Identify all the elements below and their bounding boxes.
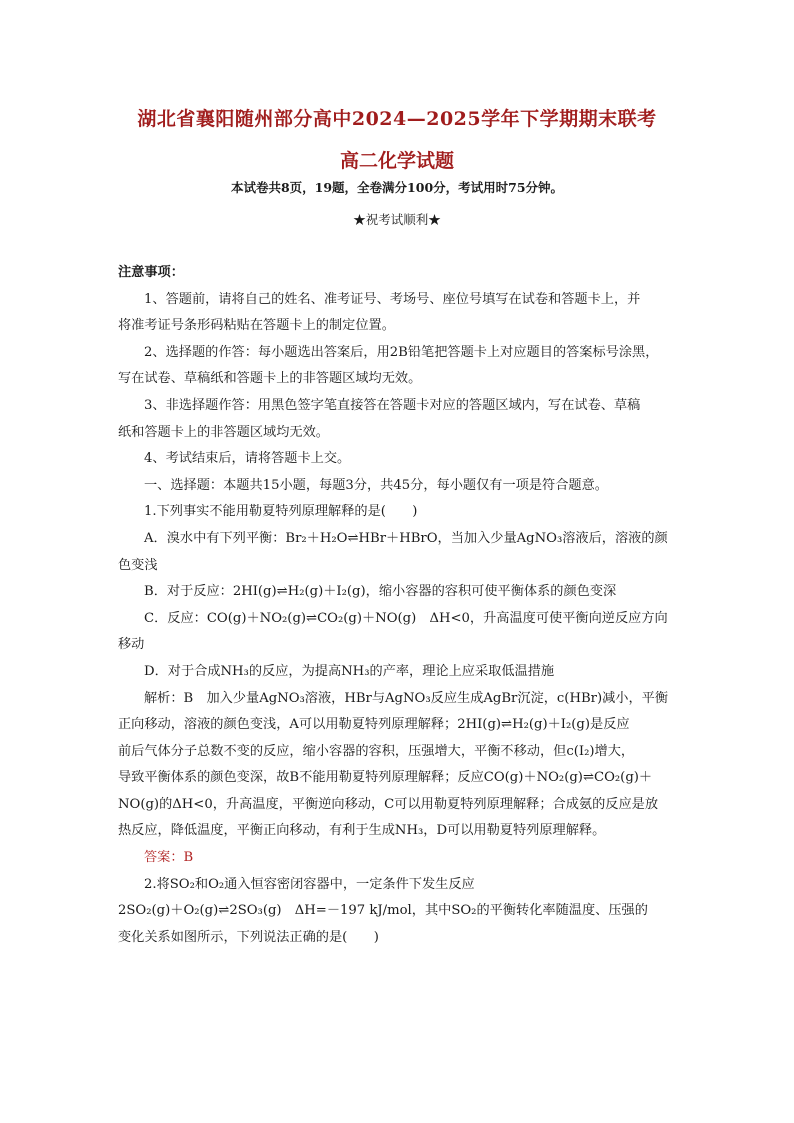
question-1-explanation-5: NO(g)的ΔH<0，升高温度，平衡逆向移动，C可以用勒夏特列原理解释；合成氨的反应是放 xyxy=(118,796,659,812)
notice-item-3b: 纸和答题卡上的非答题区域均无效。 xyxy=(118,424,329,440)
question-1-option-c-cont: 移动 xyxy=(118,637,145,653)
question-1-explanation-6: 热反应，降低温度，平衡正向移动，有利于生成NH₃，D可以用勒夏特列原理解释。 xyxy=(118,823,606,839)
notice-heading: 注意事项： xyxy=(118,265,184,280)
exam-wish: ★祝考试顺利★ xyxy=(353,212,441,227)
notice-item-4: 4、考试结束后，请将答题卡上交。 xyxy=(144,451,351,467)
exam-body xyxy=(118,260,680,951)
exam-info: 本试卷共8页，19题，全卷满分100分，考试用时75分钟。 xyxy=(230,180,564,195)
question-1-answer: 答案：B xyxy=(144,850,194,866)
question-1-option-a: A．溴水中有下列平衡：Br₂＋H₂O⇌HBr＋HBrO，当加入少量AgNO₃溶液后，溶液的颜 xyxy=(144,530,668,546)
question-2-line-2: 2SO₂(g)＋O₂(g)⇌2SO₃(g) ΔH=－197 kJ/mol，其中SO₂的平衡转化率随温度、压强的 xyxy=(118,903,648,919)
exam-subtitle: 高二化学试题 xyxy=(339,150,454,172)
question-1-explanation-4: 导致平衡体系的颜色变深，故B不能用勒夏特列原理解释；反应CO(g)＋NO₂(g)⇌CO₂(g)＋ xyxy=(118,770,653,786)
question-1-option-b: B．对于反应：2HI(g)⇌H₂(g)＋I₂(g)，缩小容器的容积可使平衡体系的颜色变深 xyxy=(144,584,617,600)
notice-item-2b: 写在试卷、草稿纸和答题卡上的非答题区域均无效。 xyxy=(118,371,422,387)
notice-item-1a: 1、答题前，请将自己的姓名、准考证号、考场号、座位号填写在试卷和答题卡上，并 xyxy=(144,291,641,307)
exam-title: 湖北省襄阳随州部分高中2024—2025学年下学期期末联考 xyxy=(137,108,657,130)
notice-item-3a: 3、非选择题作答：用黑色签字笔直接答在答题卡对应的答题区域内，写在试卷、草稿 xyxy=(144,397,641,413)
section-heading: 一、选择题：本题共15小题，每题3分，共45分，每小题仅有一项是符合题意。 xyxy=(144,477,608,493)
question-1-explanation-1: 解析：B 加入少量AgNO₃溶液，HBr与AgNO₃反应生成AgBr沉淀，c(HBr)减小，平衡 xyxy=(144,690,669,706)
question-1-option-c: C．反应：CO(g)＋NO₂(g)⇌CO₂(g)＋NO(g) ΔH<0，升高温度可使平衡向逆反应方向 xyxy=(144,610,668,626)
notice-item-1b: 将准考证号条形码粘贴在答题卡上的制定位置。 xyxy=(118,318,395,334)
question-2-line-1: 2.将SO₂和O₂通入恒容密闭容器中，一定条件下发生反应 xyxy=(144,876,475,892)
notice-item-2a: 2、选择题的作答：每小题选出答案后，用2B铅笔把答题卡上对应题目的答案标号涂黑， xyxy=(144,344,659,360)
question-1-explanation-2: 正向移动，溶液的颜色变浅，A可以用勒夏特列原理解释；2HI(g)⇌H₂(g)＋I₂(g)是反应 xyxy=(118,717,630,733)
question-1-option-d: D．对于合成NH₃的反应，为提高NH₃的产率，理论上应采取低温措施 xyxy=(144,663,555,679)
question-1-explanation-3: 前后气体分子总数不变的反应，缩小容器的容积，压强增大，平衡不移动，但c(I₂)增大， xyxy=(118,743,635,759)
question-2-line-3: 变化关系如图所示，下列说法正确的是( ) xyxy=(118,929,379,945)
question-1-option-a-cont: 色变浅 xyxy=(118,557,158,573)
question-1-stem: 1.下列事实不能用勒夏特列原理解释的是( ) xyxy=(144,504,418,520)
